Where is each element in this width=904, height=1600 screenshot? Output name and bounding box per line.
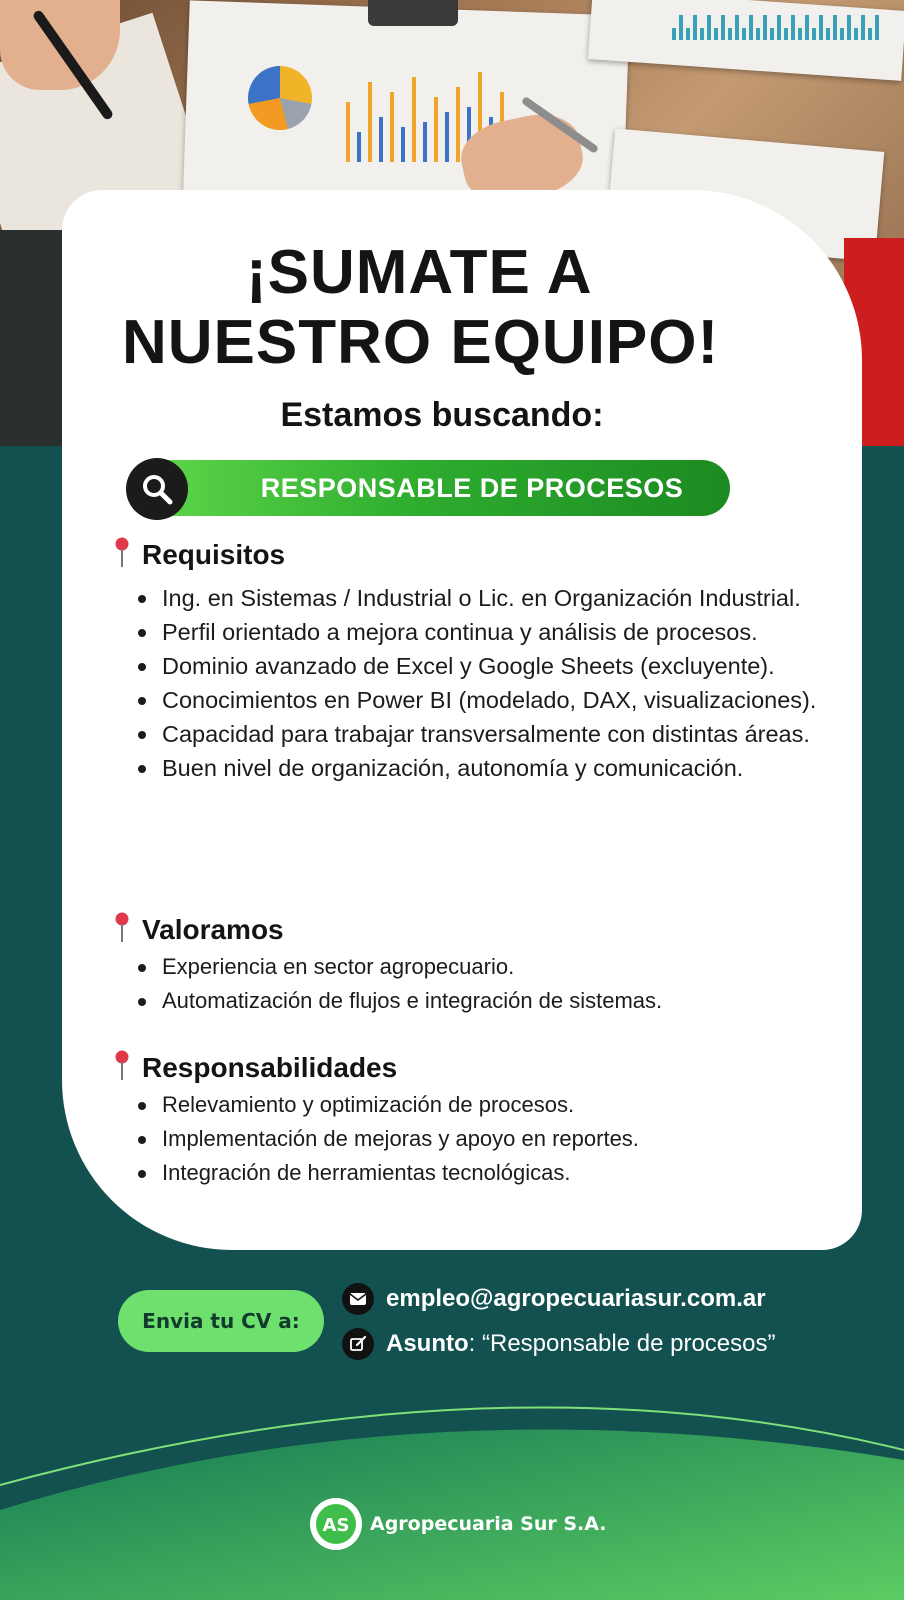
decorative-bar bbox=[749, 15, 753, 40]
search-icon bbox=[126, 458, 188, 520]
job-card bbox=[62, 190, 862, 1250]
decorative-bar bbox=[770, 28, 774, 40]
pin-icon bbox=[114, 1050, 130, 1086]
send-cv-badge: Envia tu CV a: bbox=[118, 1290, 324, 1352]
pin-icon bbox=[114, 912, 130, 948]
subtitle: Estamos buscando: bbox=[280, 396, 604, 434]
section-title: Valoramos bbox=[142, 914, 284, 945]
decorative-bar bbox=[819, 15, 823, 40]
list-item: Dominio avanzado de Excel y Google Sheets (excluyente). bbox=[162, 649, 834, 683]
section-requisitos bbox=[114, 535, 834, 785]
decorative-bar bbox=[868, 28, 872, 40]
pin-icon bbox=[114, 537, 130, 573]
section-title: Requisitos bbox=[142, 539, 286, 570]
company-logo bbox=[310, 1498, 362, 1550]
edit-icon bbox=[342, 1328, 374, 1360]
decorative-bar bbox=[721, 15, 725, 40]
decorative-bar bbox=[756, 28, 760, 40]
brand bbox=[310, 1498, 607, 1550]
bar-chart-illustration-top bbox=[672, 0, 892, 40]
envelope-icon bbox=[342, 1283, 374, 1315]
dark-object bbox=[0, 230, 70, 446]
decorative-bar bbox=[357, 132, 361, 162]
decorative-bar bbox=[833, 15, 837, 40]
decorative-bar bbox=[805, 15, 809, 40]
email-link[interactable]: empleo@agropecuariasur.com.ar bbox=[386, 1285, 766, 1312]
section-title: Responsabilidades bbox=[142, 1052, 398, 1083]
decorative-bar bbox=[791, 15, 795, 40]
decorative-bar bbox=[875, 15, 879, 40]
section-valoramos bbox=[114, 910, 834, 1018]
decorative-bar bbox=[707, 15, 711, 40]
decorative-bar bbox=[847, 15, 851, 40]
pie-chart-illustration bbox=[248, 66, 312, 130]
subject-label: Asunto bbox=[386, 1330, 469, 1357]
decorative-bar bbox=[812, 28, 816, 40]
list-item: Ing. en Sistemas / Industrial o Lic. en Organización Industrial. bbox=[162, 581, 834, 615]
email-row bbox=[342, 1283, 766, 1315]
decorative-bar bbox=[423, 122, 427, 162]
decorative-bar bbox=[854, 28, 858, 40]
decorative-bar bbox=[777, 15, 781, 40]
decorative-bar bbox=[700, 28, 704, 40]
list-item: Relevamiento y optimización de procesos. bbox=[162, 1088, 834, 1122]
decorative-bar bbox=[412, 77, 416, 162]
decorative-bar bbox=[390, 92, 394, 162]
list-item: Experiencia en sector agropecuario. bbox=[162, 950, 834, 984]
list-item: Capacidad para trabajar transversalmente con distintas áreas. bbox=[162, 717, 834, 751]
title-line-2: NUESTRO EQUIPO! bbox=[122, 308, 720, 377]
decorative-bar bbox=[735, 15, 739, 40]
decorative-bar bbox=[456, 87, 460, 162]
list-item: Buen nivel de organización, autonomía y comunicación. bbox=[162, 751, 834, 785]
decorative-bar bbox=[714, 28, 718, 40]
decorative-bar bbox=[401, 127, 405, 162]
list-item: Conocimientos en Power BI (modelado, DAX, visualizaciones). bbox=[162, 683, 834, 717]
subject-value: : “Responsable de procesos” bbox=[468, 1330, 776, 1357]
list-item: Implementación de mejoras y apoyo en reportes. bbox=[162, 1122, 834, 1156]
laptop bbox=[368, 0, 458, 26]
decorative-bar bbox=[784, 28, 788, 40]
decorative-bar bbox=[445, 112, 449, 162]
section-responsabilidades bbox=[114, 1048, 834, 1190]
decorative-bar bbox=[679, 15, 683, 40]
decorative-bar bbox=[672, 28, 676, 40]
list-item: Integración de herramientas tecnológicas. bbox=[162, 1156, 834, 1190]
decorative-bar bbox=[798, 28, 802, 40]
decorative-bar bbox=[686, 28, 690, 40]
position-banner: RESPONSABLE DE PROCESOS bbox=[144, 460, 730, 516]
decorative-bar bbox=[840, 28, 844, 40]
title-line-1: ¡SUMATE A bbox=[246, 238, 593, 307]
company-name: Agropecuaria Sur S.A. bbox=[370, 1513, 607, 1535]
decorative-bar bbox=[763, 15, 767, 40]
decorative-bar bbox=[742, 28, 746, 40]
decorative-bar bbox=[346, 102, 350, 162]
decorative-wave bbox=[0, 1390, 904, 1600]
svg-text:AS: AS bbox=[322, 1515, 350, 1536]
decorative-bar bbox=[861, 15, 865, 40]
page-title bbox=[122, 238, 822, 378]
subject-row bbox=[342, 1328, 776, 1360]
decorative-bar bbox=[434, 97, 438, 162]
list-item: Perfil orientado a mejora continua y análisis de procesos. bbox=[162, 615, 834, 649]
decorative-bar bbox=[368, 82, 372, 162]
decorative-bar bbox=[728, 28, 732, 40]
list-item: Automatización de flujos e integración de sistemas. bbox=[162, 984, 834, 1018]
decorative-bar bbox=[693, 15, 697, 40]
decorative-bar bbox=[379, 117, 383, 162]
decorative-bar bbox=[826, 28, 830, 40]
